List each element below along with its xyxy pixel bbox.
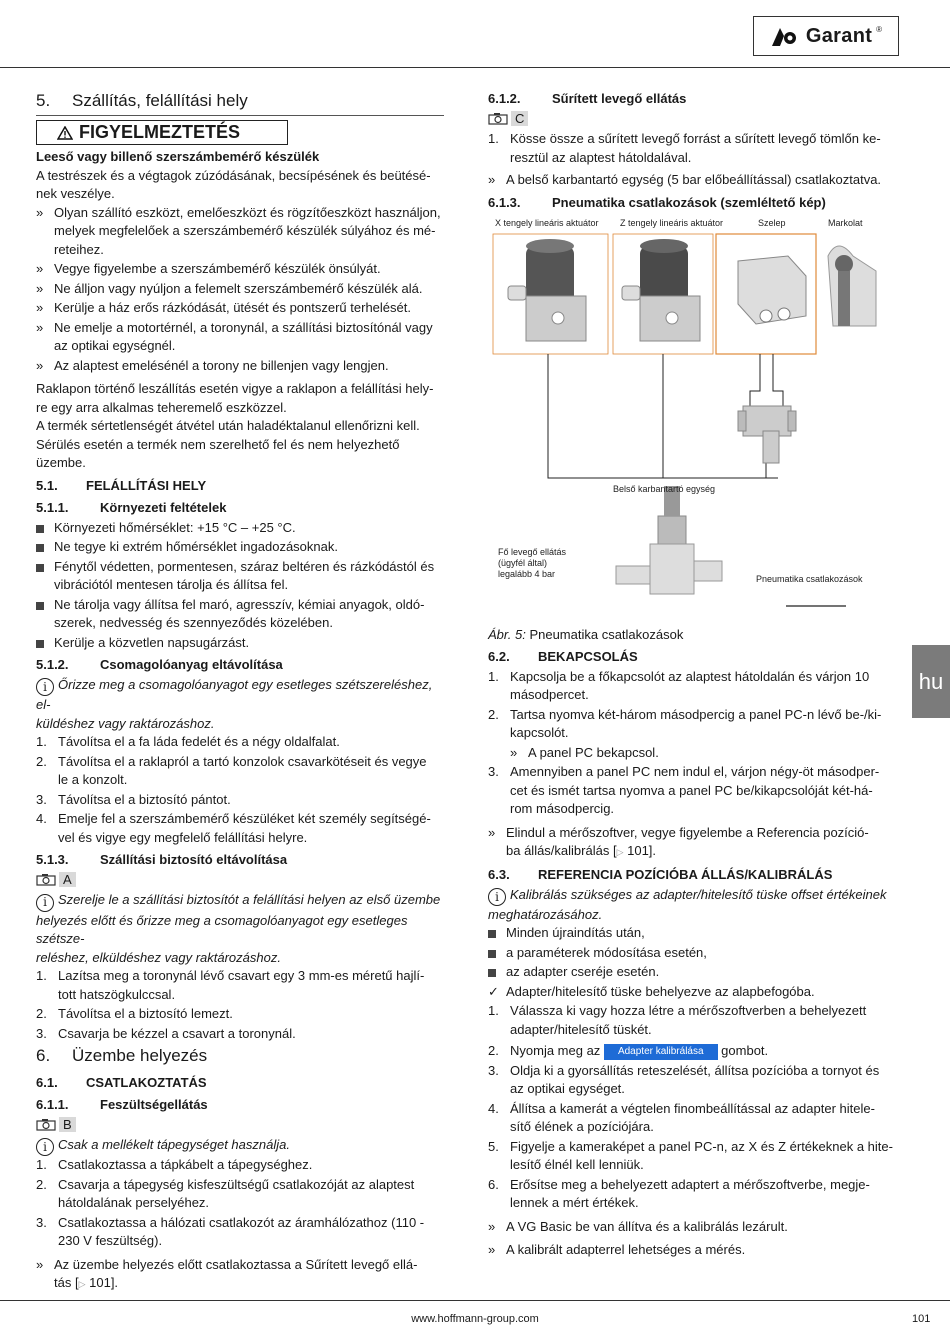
section-title: Szállítási biztosító eltávolítása: [100, 852, 288, 868]
list-item: [36, 596, 444, 633]
power-on-steps: [488, 668, 898, 743]
step-text: az optikai egységet.: [510, 1081, 625, 1097]
label-z-actuator: Z tengely lineáris aktuátor: [620, 217, 724, 228]
warning-title: FIGYELMEZTETÉS: [79, 122, 241, 142]
calibration-step-1: [488, 1002, 898, 1039]
step-number: 1.: [488, 668, 499, 684]
numbered-step: [36, 967, 444, 1004]
step-text-2: gombot.: [721, 1043, 769, 1059]
item-text: vibrációtól mentesen tárolja és állítsa fel.: [54, 577, 289, 592]
section-title: Pneumatika csatlakozások (szemléltető kép): [552, 194, 826, 210]
air-result: [488, 171, 898, 190]
item-text: szerek, nedvesség és szennyeződés közelében.: [54, 615, 333, 630]
label-main-air-2: (ügyfél által): [498, 557, 548, 568]
section-number: 5.1.3.: [36, 852, 69, 868]
step-text: Állítsa a kamerát a végtelen finombeállítással az adapter hitele-: [510, 1100, 875, 1116]
footer-url: www.hoffmann-group.com: [411, 1313, 539, 1325]
step-text: Csavarja a tápegység kisfeszültségű csatlakozóját az alaptest: [58, 1176, 415, 1192]
item-text: melyek megfelelőek a szerszámbemérő készülék súlyához és mé-: [54, 223, 436, 238]
item-text: Környezeti hőmérséklet: +15 °C – +25 °C.: [54, 519, 296, 535]
section-6-1-3-heading: [488, 194, 898, 212]
item-text: Kerülje a ház erős rázkódását, ütését és pontszerű terhelését.: [54, 300, 411, 315]
step-number: 2.: [488, 1043, 499, 1059]
check-icon: ✓: [488, 983, 499, 999]
step-text: Oldja ki a gyorsállítás reteszelését, állítsa pozícióba a tornyot és: [510, 1062, 880, 1078]
section-6-1-2-heading: [488, 90, 898, 108]
item-text: Ne emelje a motortérnél, a toronynál, a szállítási biztosítónál vagy: [54, 319, 433, 335]
warning-heading: Leeső vagy billenő szerszámbemérő készülék: [36, 149, 320, 164]
step-text: Amennyiben a panel PC nem indul el, várjon négy-öt másodper-: [510, 764, 880, 779]
page-ref-icon: ▷: [616, 847, 624, 857]
item-text: Az alaptest emelésénél a torony ne billenjen vagy lengjen.: [54, 357, 389, 373]
para-1b: re egy arra alkalmas teheremelő eszközzel.: [36, 399, 287, 415]
list-item: [36, 204, 444, 260]
numbered-step: [488, 1062, 898, 1099]
list-marker: »: [36, 319, 44, 335]
caption-text: Pneumatika csatlakozások: [525, 626, 684, 642]
header-rule: [0, 67, 950, 68]
list-item: [36, 558, 444, 595]
logo-reg: ®: [876, 24, 883, 34]
para-1a: Raklapon történő leszállítás esetén vigye a raklapon a felállítási hely-: [36, 381, 434, 396]
section-5-1-1-heading: [36, 499, 444, 517]
section-title: FELÁLLÍTÁSI HELY: [86, 477, 207, 493]
numbered-step: [36, 1025, 444, 1044]
figure-ref-b: [36, 1117, 444, 1132]
step-text: másodpercet.: [510, 687, 589, 702]
list-item: [36, 319, 444, 356]
section-5-1-heading: [36, 477, 444, 495]
warning-triangle-icon: [57, 126, 73, 140]
item-text: az optikai egységnél.: [54, 338, 176, 353]
step-text: Figyelje a kameraképet a panel PC-n, az X és Z értékeknek a hite-: [510, 1138, 893, 1154]
footer-rule: [0, 1300, 950, 1301]
page-ref-icon: ▷: [78, 1279, 86, 1290]
label-pneumatic-connections: Pneumatika csatlakozások: [756, 573, 863, 584]
bullet-square: [488, 969, 496, 977]
figure-letter: C: [511, 111, 528, 126]
figure-letter: A: [59, 872, 76, 887]
item-text: Ne tegye ki extrém hőmérséklet ingadozásoknak.: [54, 539, 338, 554]
step-text-2: adapter/hitelesítő tüskét.: [510, 1021, 652, 1037]
section-5-1-2-heading: [36, 656, 444, 674]
list-marker: »: [510, 744, 518, 760]
step-text: Lazítsa meg a toronynál lévő csavart egy 3 mm-es méretű hajlí-: [58, 968, 425, 983]
calibration-steps: [488, 1062, 898, 1213]
list-marker: »: [36, 357, 44, 373]
section-title: BEKAPCSOLÁS: [538, 648, 638, 664]
info-note-2b: helyezés előtt és őrizze meg a csomagolóanyagot egy esetleges szétsze-: [36, 912, 408, 946]
info-icon: i: [488, 888, 506, 906]
garant-logo-icon: [770, 24, 802, 48]
result-text: A kalibrált adapterrel lehetséges a mérés.: [506, 1242, 746, 1258]
info-note-3: [36, 1136, 444, 1156]
condition-item: [488, 944, 898, 963]
list-item: [36, 357, 444, 376]
label-x-actuator: X tengely lineáris aktuátor: [495, 217, 599, 228]
numbered-step: [488, 1138, 898, 1175]
section-number: 5.: [36, 91, 51, 110]
ref-page-link[interactable]: 101].: [627, 843, 657, 858]
list-marker: »: [488, 824, 496, 840]
power-on-sub: [510, 744, 898, 763]
condition-item: [488, 963, 898, 982]
section-title: Szállítás, felállítási hely: [72, 91, 248, 110]
numbered-step: [36, 1156, 444, 1175]
item-text: Olyan szállító eszközt, emelőeszközt és rögzítőeszközt használjon,: [54, 204, 441, 220]
list-marker: »: [488, 1242, 496, 1258]
list-marker: »: [36, 1256, 44, 1272]
warning-text-1: A testrészek és a végtagok zúzódásának, becsípésének és beütésé-: [36, 167, 431, 183]
item-text: Ne álljon vagy nyúljon a felemelt szerszámbemérő készülék alá.: [54, 280, 423, 296]
item-text: reteihez.: [54, 241, 104, 257]
ref-text: Elindul a mérőszoftver, vegye figyelembe a Referencia pozíció-: [506, 824, 869, 840]
step-text: Kösse össze a sűrített levegő forrást a sűrített levegő tömlőn ke-: [510, 131, 881, 146]
numbered-step: [488, 1100, 898, 1137]
step-text: Kapcsolja be a főkapcsolót az alaptest hátoldalán és várjon 10: [510, 668, 870, 684]
item-text: Vegye figyelembe a szerszámbemérő készülék önsúlyát.: [54, 261, 381, 276]
item-text: az adapter cseréje esetén.: [506, 964, 660, 980]
section-5-heading: [36, 90, 444, 116]
info-note-1b: küldéshez vagy raktározáshoz.: [36, 715, 215, 731]
section-number: 6.1.: [36, 1075, 58, 1090]
section-title: Feszültségellátás: [100, 1097, 208, 1112]
step-number: 3.: [36, 791, 47, 807]
label-main-air-1: Fő levegő ellátás: [498, 546, 567, 557]
para-2b: Sérülés esetén a termék nem szerelhető fel és nem helyezhető: [36, 436, 400, 452]
section-6-heading: [36, 1045, 444, 1070]
step-text: Távolítsa el a fa láda fedelét és a négy oldalfalat.: [58, 734, 340, 750]
result-text: A belső karbantartó egység (5 bar előbeállítással) csatlakoztatva.: [506, 172, 882, 187]
section-number: 6.1.3.: [488, 194, 521, 210]
calibration-step-2: [488, 1042, 898, 1061]
step-number: 1.: [488, 1003, 499, 1019]
logo-text: Garant: [805, 24, 873, 47]
bullet-square: [36, 564, 44, 572]
step-number: 3.: [36, 1214, 47, 1230]
warning-list: [36, 204, 444, 376]
step-number: 6.: [488, 1176, 499, 1192]
section-number: 5.1.2.: [36, 657, 69, 672]
step-text: Távolítsa el a biztosító lemezt.: [58, 1006, 233, 1021]
maintenance-unit-illustration: [616, 486, 722, 594]
section-title: Csomagolóanyag eltávolítása: [100, 657, 283, 672]
bullet-square: [36, 525, 44, 533]
step-number: 3.: [36, 1025, 47, 1041]
info-icon: i: [36, 894, 54, 912]
list-marker: »: [36, 280, 44, 296]
info-icon: i: [36, 678, 54, 696]
lock-steps: [36, 967, 444, 1043]
label-maintenance-unit: Belső karbantartó egység: [613, 483, 716, 494]
ref-text-2: ba állás/kalibrálás [: [506, 843, 617, 858]
figure-letter: B: [59, 1117, 76, 1132]
info-text: Kalibrálás szükséges az adapter/hitelesítő tüske offset értékeinek: [510, 886, 887, 902]
section-title: CSATLAKOZTATÁS: [86, 1075, 207, 1090]
item-text: Minden újraindítás után,: [506, 925, 645, 941]
section-number: 6.1.1.: [36, 1097, 69, 1112]
power-on-ref: [488, 824, 898, 862]
label-valve: Szelep: [758, 217, 786, 228]
info-icon: i: [36, 1138, 54, 1156]
step-text: Távolítsa el a raklapról a tartó konzolok csavarkötéseit és vegye: [58, 753, 427, 769]
section-number: 5.1.: [36, 477, 58, 493]
bullet-square: [36, 544, 44, 552]
numbered-step: [36, 733, 444, 752]
step-text: Távolítsa el a biztosító pántot.: [58, 791, 231, 807]
step-number: 4.: [488, 1100, 499, 1116]
step-number: 3.: [488, 1062, 499, 1078]
numbered-step: [488, 706, 898, 743]
info-note-4b: meghatározásához.: [488, 906, 603, 922]
info-text: Csak a mellékelt tápegységet használja.: [58, 1137, 290, 1152]
numbered-step: [488, 668, 898, 705]
section-title: REFERENCIA POZÍCIÓBA ÁLLÁS/KALIBRÁLÁS: [538, 866, 833, 882]
step-text: Csavarja be kézzel a csavart a toronynál.: [58, 1025, 296, 1041]
numbered-step: [36, 1214, 444, 1251]
ref-page-link[interactable]: 101].: [89, 1275, 119, 1291]
info-text: Őrizze meg a csomagolóanyagot egy esetleges szétszereléshez, el-: [36, 677, 433, 713]
language-tab: hu: [912, 645, 950, 718]
packaging-steps: [36, 733, 444, 847]
check-text: Adapter/hitelesítő tüske behelyezve az alapbefogóba.: [506, 983, 815, 999]
step-text: Erősítse meg a behelyezett adaptert a mérőszoftverbe, megje-: [510, 1176, 870, 1192]
step-text: resztül az alaptest hátoldalával.: [510, 149, 692, 165]
section-title: Üzembe helyezés: [72, 1046, 208, 1065]
left-column: [36, 88, 444, 1295]
ref-text-2: tás [: [54, 1275, 79, 1291]
calibration-check: [488, 983, 898, 1002]
section-title: Sűrített levegő ellátás: [552, 91, 687, 106]
item-text: Ne tárolja vagy állítsa fel maró, agresszív, kémiai anyagok, oldó-: [54, 596, 425, 612]
para-2c: üzembe.: [36, 455, 86, 470]
ref-text: Az üzembe helyezés előtt csatlakoztassa a Sűrített levegő ellá-: [54, 1256, 418, 1272]
list-marker: »: [488, 172, 496, 187]
section-5-1-3-heading: [36, 851, 444, 869]
info-note-2: [36, 891, 444, 911]
step-number: 2.: [488, 706, 499, 722]
pneumatic-figure: [488, 216, 898, 616]
garant-logo: [753, 16, 899, 56]
air-steps: [488, 130, 898, 167]
numbered-step: [488, 1176, 898, 1213]
camera-icon: [36, 1118, 56, 1131]
step-text: lennek a mért értékek.: [510, 1195, 639, 1211]
step-text: vel és vigye egy megfelelő felállítási helyre.: [58, 829, 308, 845]
t-fitting-illustration: [738, 406, 796, 463]
list-marker: »: [36, 300, 44, 315]
power-steps: [36, 1156, 444, 1251]
step-text: sítő élének a pozíciójára.: [510, 1119, 654, 1135]
warning-box: [36, 120, 288, 145]
section-number: 5.1.1.: [36, 499, 69, 515]
step-text-2: cet és ismét tartsa nyomva a panel PC be/kikapcsolóját két-há-: [510, 782, 873, 798]
figure-ref-a: [36, 872, 444, 887]
list-item: [36, 280, 444, 299]
numbered-step: [488, 130, 898, 167]
sub-text: A panel PC bekapcsol.: [528, 744, 659, 760]
step-text: Csatlakoztassa a hálózati csatlakozót az áramhálózathoz (110 -: [58, 1214, 425, 1230]
item-text: Fénytől védetten, pormentesen, száraz beltéren és rázkódástól és: [54, 558, 435, 574]
camera-icon: [36, 873, 56, 886]
handle-illustration: [828, 246, 876, 326]
figure-caption: [488, 626, 898, 644]
section-number: 6.2.: [488, 648, 510, 664]
numbered-step: [36, 753, 444, 790]
info-note-4: [488, 886, 898, 906]
step-number: 1.: [36, 734, 47, 750]
step-number: 5.: [488, 1138, 499, 1154]
step-text: Tartsa nyomva két-három másodpercig a panel PC-n lévő be-/ki-: [510, 706, 882, 722]
section-6-2-heading: [488, 648, 898, 666]
item-text: a paraméterek módosítása esetén,: [506, 944, 707, 960]
info-text: Szerelje le a szállítási biztosítót a felállítási helyen az első üzembe: [58, 892, 441, 908]
info-note-2c: reléshez, elküldéshez vagy raktározáshoz.: [36, 949, 281, 965]
result-text: A VG Basic be van állítva és a kalibrálás lezárult.: [506, 1218, 788, 1234]
step-text: hátoldalának perselyéhez.: [58, 1195, 210, 1211]
list-item: [36, 519, 444, 538]
step-text: lesítő élnél kell lenniük.: [510, 1157, 644, 1173]
step-number: 2.: [36, 1006, 47, 1021]
calibration-result-1: [488, 1218, 898, 1237]
adapter-calibration-button[interactable]: Adapter kalibrálása: [604, 1044, 718, 1060]
bullet-square: [36, 602, 44, 610]
step-number: 1.: [36, 968, 47, 983]
calibration-result-2: [488, 1241, 898, 1260]
numbered-step: [36, 1176, 444, 1213]
list-item: [36, 538, 444, 557]
environment-list: [36, 519, 444, 653]
numbered-step: [36, 1005, 444, 1024]
camera-icon: [488, 112, 508, 125]
step-text: Csatlakoztassa a tápkábelt a tápegységhez.: [58, 1157, 313, 1173]
step-number: 1.: [36, 1157, 47, 1173]
step-number: 2.: [36, 1176, 47, 1192]
warning-text-2: nek veszélye.: [36, 186, 115, 201]
section-number: 6.1.2.: [488, 91, 521, 106]
bullet-square: [36, 640, 44, 648]
section-6-3-heading: [488, 866, 898, 884]
label-main-air-3: legalább 4 bar: [498, 568, 556, 579]
step-text: tott hatszögkulccsal.: [58, 986, 176, 1002]
section-title: Környezeti feltételek: [100, 499, 227, 515]
figure-ref-c: [488, 111, 898, 126]
list-marker: »: [488, 1218, 496, 1234]
step-text: Emelje fel a szerszámbemérő készüléket két személy segítségé-: [58, 811, 431, 827]
page-number: 101: [912, 1313, 931, 1325]
valve-illustration: [738, 256, 806, 324]
item-text: Kerülje a közvetlen napsugárzást.: [54, 634, 250, 650]
list-item: [36, 299, 444, 318]
bullet-square: [488, 930, 496, 938]
power-ref: [36, 1256, 444, 1294]
numbered-step: [36, 791, 444, 810]
step-text: kapcsolót.: [510, 725, 569, 740]
section-number: 6.: [36, 1046, 51, 1065]
condition-item: [488, 924, 898, 943]
step-number: 4.: [36, 811, 47, 827]
step-text: 230 V feszültség).: [58, 1233, 163, 1249]
step-text-3: rom másodpercig.: [510, 801, 615, 816]
numbered-step: [36, 810, 444, 847]
caption-prefix: Ábr. 5:: [488, 626, 526, 642]
step-text: Nyomja meg az: [510, 1043, 601, 1059]
step-number: 1.: [488, 131, 499, 146]
list-marker: »: [36, 204, 44, 220]
calibration-conditions: [488, 924, 898, 982]
label-handle: Markolat: [828, 217, 863, 228]
step-text: le a konzolt.: [58, 772, 128, 788]
section-number: 6.3.: [488, 866, 510, 882]
list-item: [36, 634, 444, 653]
list-item: [36, 260, 444, 279]
info-note-1: [36, 676, 444, 715]
section-6-1-1-heading: [36, 1096, 444, 1114]
power-on-step-3: [488, 763, 898, 819]
list-marker: »: [36, 261, 44, 276]
section-6-1-heading: [36, 1074, 444, 1092]
step-number: 2.: [36, 753, 47, 769]
step-text: Válassza ki vagy hozza létre a mérőszoftverben a behelyezett: [510, 1003, 867, 1019]
para-2a: A termék sértetlenségét átvétel után haladéktalanul ellenőrizni kell.: [36, 418, 420, 433]
right-column: [488, 88, 898, 1261]
step-number: 3.: [488, 764, 499, 779]
bullet-square: [488, 950, 496, 958]
